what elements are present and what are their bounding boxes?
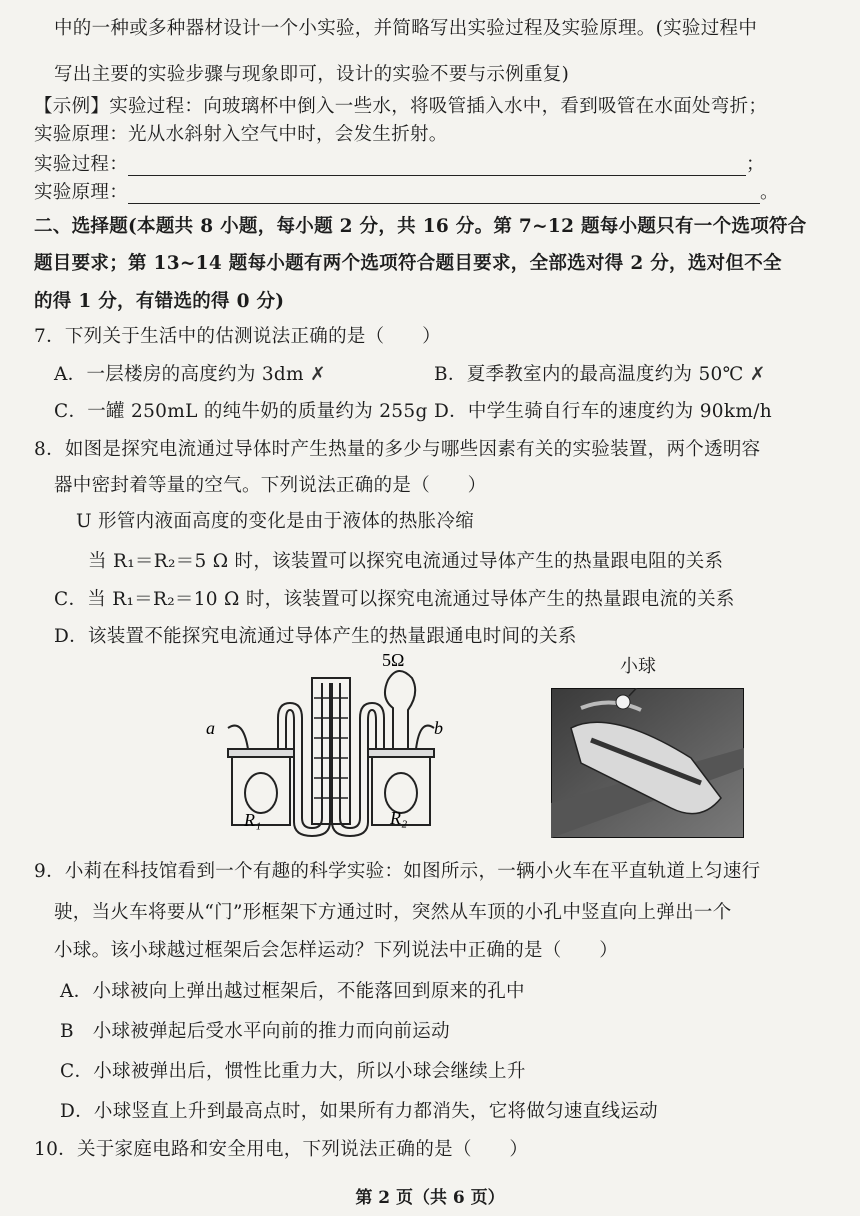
q9-stem-1: 9．小莉在科技馆看到一个有趣的科学实验：如图所示，一辆小火车在平直轨道上匀速行 <box>34 861 761 882</box>
q9-stem-2: 驶，当火车将要从“门”形框架下方通过时，突然从车顶的小孔中竖直向上弹出一个 <box>54 902 732 923</box>
q9-option-c[interactable]: C．小球被弹出后，惯性比重力大，所以小球会继续上升 <box>60 1061 526 1082</box>
example-text: 实验过程：向玻璃杯中倒入一些水，将吸管插入水中，看到吸管在水面处弯折； <box>109 96 768 117</box>
q10-stem: 10．关于家庭电路和安全用电，下列说法正确的是（ ） <box>34 1139 529 1160</box>
label-b: b <box>434 718 443 738</box>
principle-answer-line[interactable] <box>34 178 779 204</box>
right-resistor-bulb <box>385 773 417 813</box>
principle-label: 实验原理： <box>34 182 129 203</box>
photo-ball-label: 小球 <box>620 656 656 677</box>
q9-option-b[interactable]: B 小球被弹起后受水平向前的推力而向前运动 <box>60 1021 450 1042</box>
q7-mark-a: ✗ <box>310 364 326 385</box>
section2-line-2: 题目要求；第 13~14 题每小题有两个选项符合题目要求，全部选对得 2 分，选对但不全 <box>34 253 782 274</box>
q7-option-d[interactable]: D．中学生骑自行车的速度约为 90km/h <box>434 401 772 422</box>
left-lid <box>228 749 294 757</box>
right-lid <box>368 749 434 757</box>
q9-stem-3: 小球。该小球越过框架后会怎样运动？下列说法中正确的是（ ） <box>54 940 619 961</box>
process-label: 实验过程： <box>34 154 129 175</box>
intro-line-2: 写出主要的实验步骤与现象即可，设计的实验不要与示例重复) <box>54 64 570 85</box>
label-r1: R₁ <box>244 810 262 830</box>
q7-option-a[interactable] <box>54 360 326 386</box>
q8-stem-2: 器中密封着等量的空气。下列说法正确的是（ ） <box>54 475 487 496</box>
page-footer: 第 2 页（共 6 页） <box>355 1188 505 1208</box>
q7-option-c[interactable]: C．一罐 250mL 的纯牛奶的质量约为 255g <box>54 401 428 422</box>
example-tag: 【示例】 <box>34 96 110 117</box>
external-resistor <box>385 671 415 749</box>
q8-option-d[interactable]: D．该装置不能探究电流通过导体产生的热量跟通电时间的关系 <box>54 626 577 647</box>
train-photo <box>551 688 744 838</box>
q7-option-a-text: A．一层楼房的高度约为 3dm <box>54 364 304 385</box>
principle-blank[interactable] <box>128 203 760 204</box>
section2-line-3: 的得 1 分，有错选的得 0 分) <box>34 291 285 312</box>
q7-mark-b: ✗ <box>749 364 766 385</box>
label-r2: R₂ <box>390 808 408 828</box>
q7-option-b[interactable] <box>434 360 766 386</box>
left-resistor-bulb <box>245 773 277 813</box>
example-line <box>34 92 767 118</box>
intro-line-1: 中的一种或多种器材设计一个小实验，并简略写出实验过程及实验原理。(实验过程中 <box>54 18 758 39</box>
q8-option-c[interactable]: C．当 R₁＝R₂＝10 Ω 时，该装置可以探究电流通过导体产生的热量跟电流的关系 <box>54 589 735 610</box>
q8-stem-1: 8．如图是探究电流通过导体时产生热量的多少与哪些因素有关的实验装置，两个透明容 <box>34 439 761 460</box>
principle-end: 。 <box>760 182 779 203</box>
label-a: a <box>206 718 215 738</box>
label-5ohm: 5Ω <box>382 650 405 670</box>
q8-option-b[interactable]: 当 R₁＝R₂＝5 Ω 时，该装置可以探究电流通过导体产生的热量跟电阻的关系 <box>88 551 724 572</box>
example-principle: 实验原理：光从水斜射入空气中时，会发生折射。 <box>34 124 448 145</box>
q7-option-b-text: B．夏季教室内的最高温度约为 50℃ <box>434 364 744 385</box>
q9-option-d[interactable]: D．小球竖直上升到最高点时，如果所有力都消失，它将做匀速直线运动 <box>60 1101 658 1122</box>
ball <box>616 695 630 709</box>
process-end: ； <box>746 154 765 175</box>
q8-option-a[interactable]: U 形管内液面高度的变化是由于液体的热胀冷缩 <box>76 511 475 532</box>
section2-line-1: 二、选择题(本题共 8 小题，每小题 2 分，共 16 分。第 7~12 题每小题只有一个选项符合 <box>34 216 807 237</box>
process-answer-line[interactable] <box>34 150 765 176</box>
process-blank[interactable] <box>128 175 746 176</box>
q9-option-a[interactable]: A．小球被向上弹出越过框架后，不能落回到原来的孔中 <box>60 981 525 1002</box>
q7-stem: 7．下列关于生活中的估测说法正确的是（ ） <box>34 326 441 347</box>
q8-apparatus-figure <box>198 648 448 838</box>
